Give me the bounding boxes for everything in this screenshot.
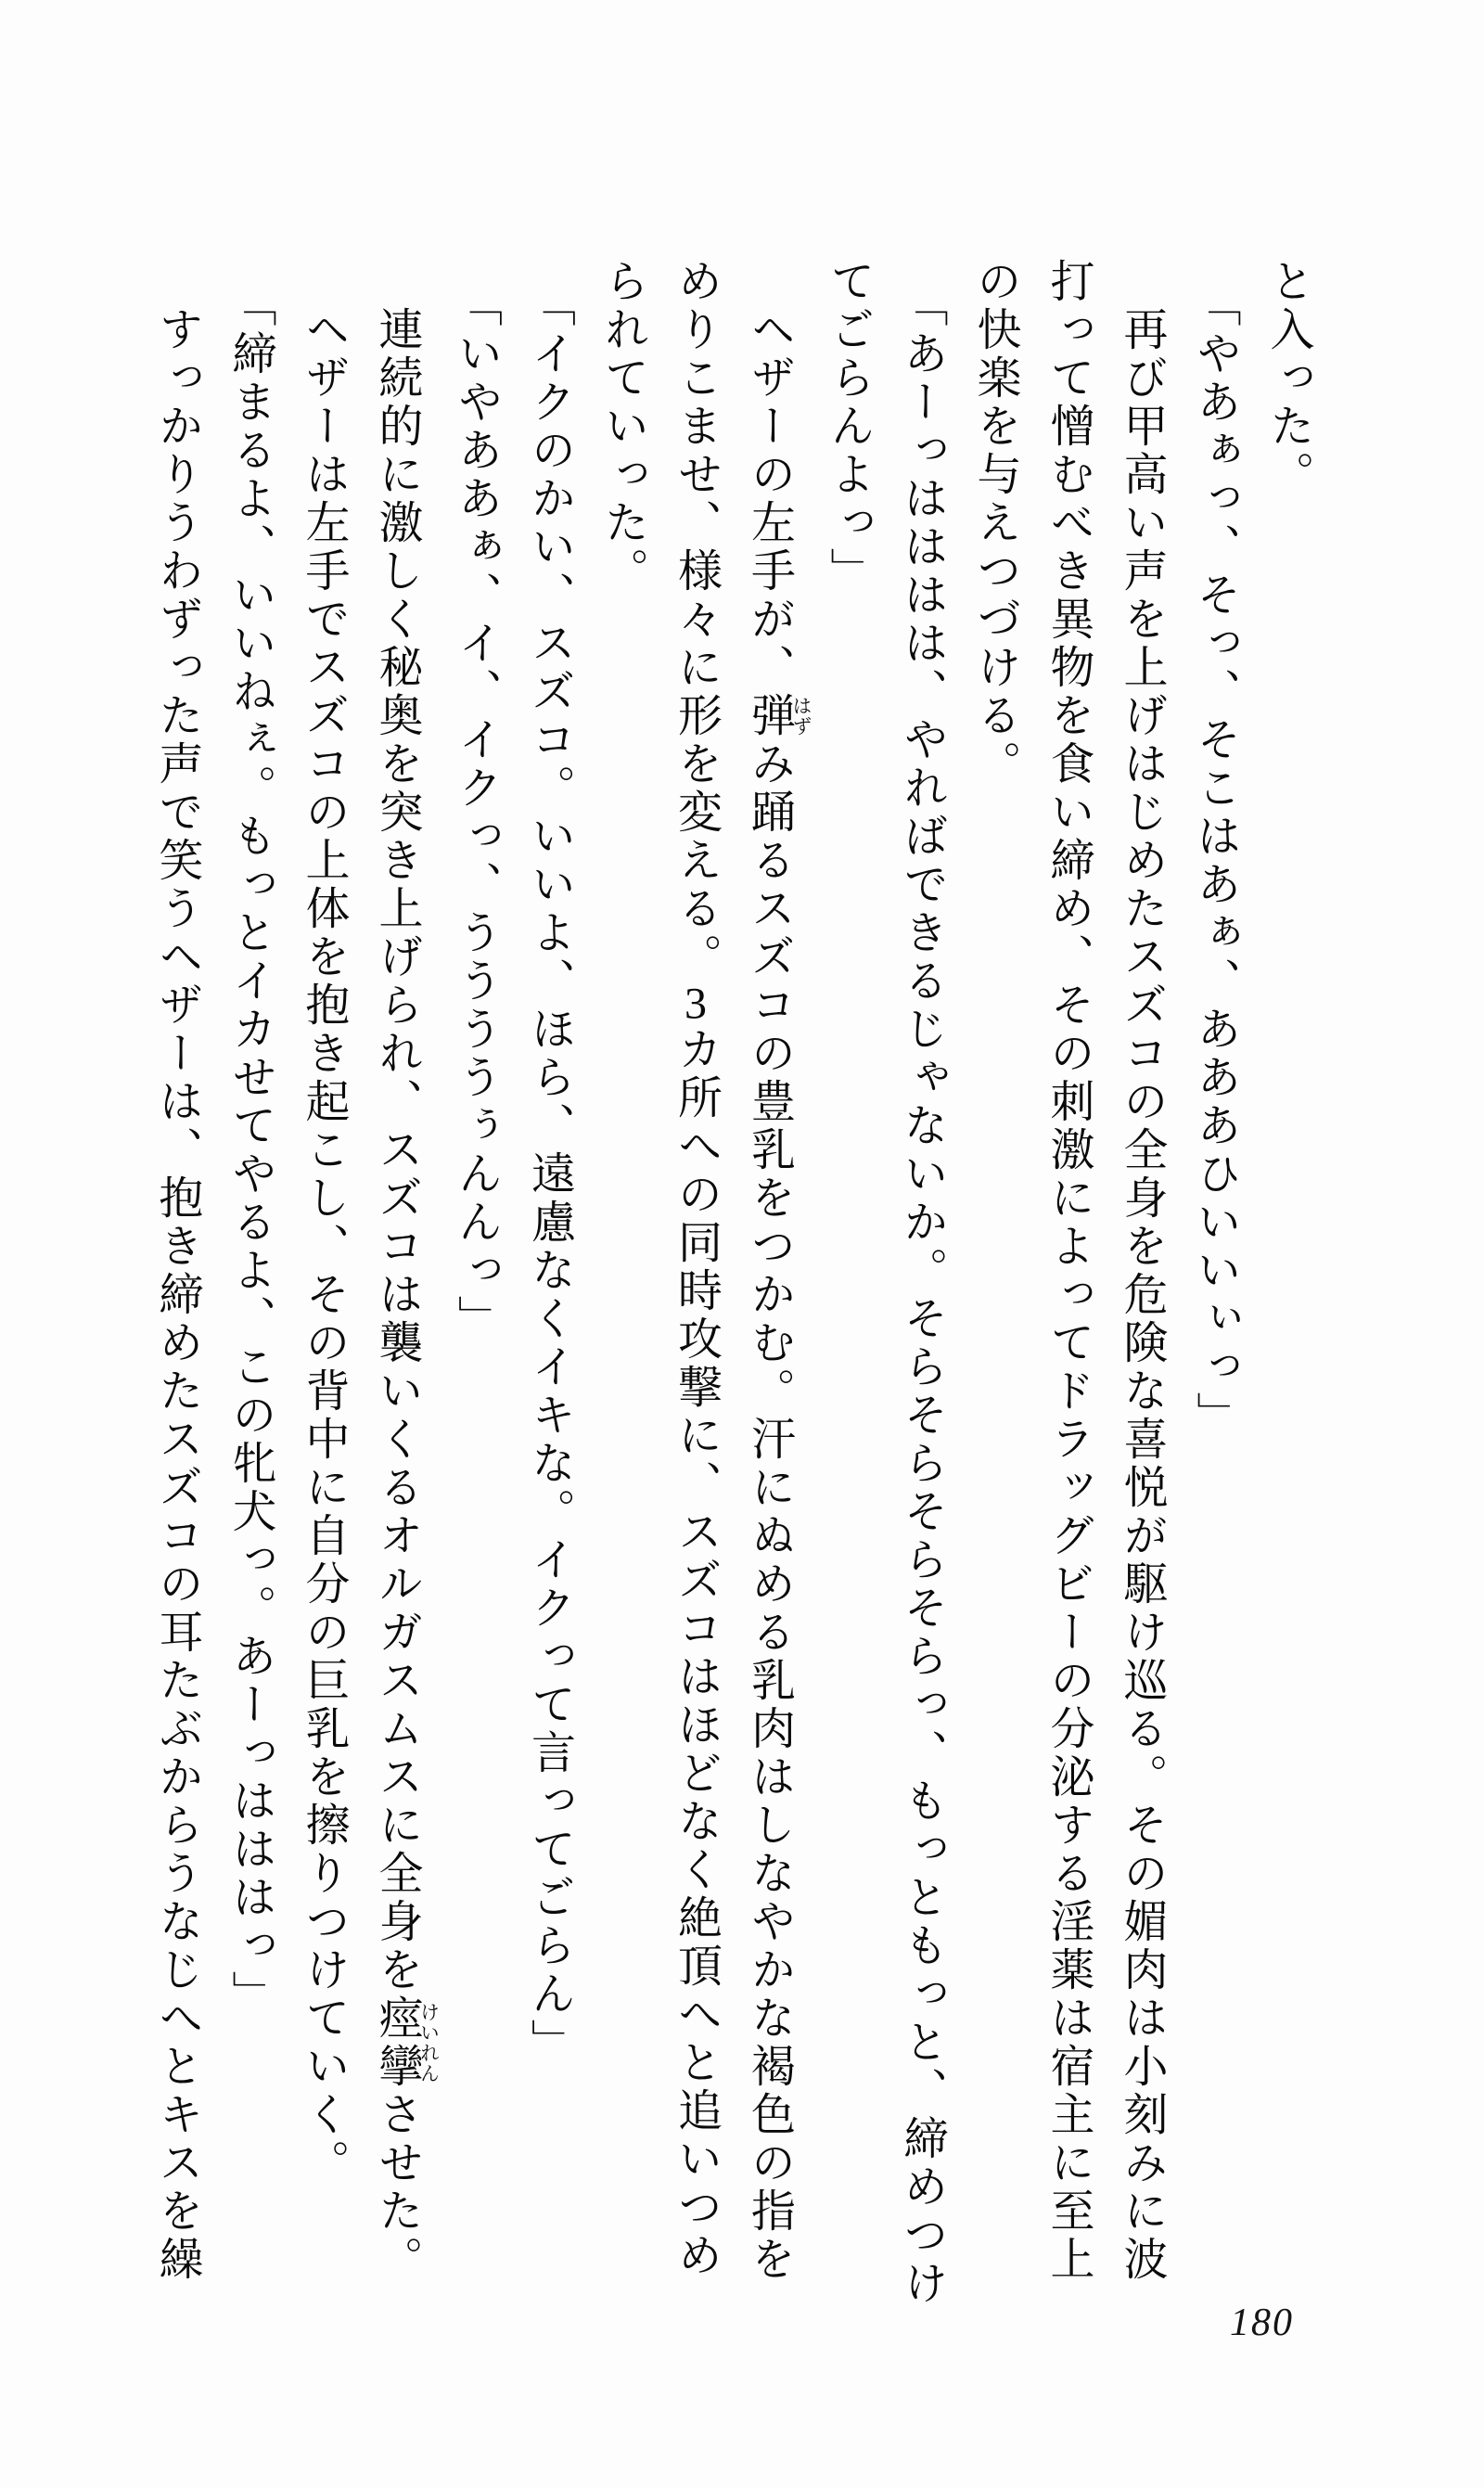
page-number: 180: [1230, 2302, 1294, 2344]
text-column: すっかりうわずった声で笑うヘザーは、抱き締めたスズコの耳たぶからうなじへとキスを繰: [152, 306, 201, 2284]
text-column: 「締まるよ、いいねぇ。もっとイカせてやるよ、この牝犬っ。あーっはははっ」: [225, 282, 275, 2019]
text-column: の快楽を与えつづける。: [970, 258, 1019, 789]
ruby-annotated-word: 弾はず: [744, 692, 812, 740]
ruby-annotated-word: 痙攣けいれん: [372, 1994, 441, 2091]
text-column: ヘザーは左手でスズコの上体を抱き起こし、その背中に自分の巨乳を擦りつけていく。: [299, 306, 348, 2187]
text-column: 「やあぁっ、そっ、そこはあぁ、あああひいいぃっ」: [1190, 282, 1239, 1440]
text-column: 再び甲高い声を上げはじめたスズコの全身を危険な喜悦が駆け巡る。その媚肉は小刻みに波: [1117, 306, 1166, 2284]
text-column: 連続的に激しく秘奥を突き上げられ、スズコは襲いくるオルガスムスに全身を痙攣けいれんさせた。: [372, 306, 441, 2284]
text-column: ヘザーの左手が、弾はずみ踊るスズコの豊乳をつかむ。汗にぬめる乳肉はしなやかな褐色の指を: [744, 306, 812, 2284]
text-column: 打って憎むべき異物を食い締め、その刺激によってドラッグビーの分泌する淫薬は宿主に至上: [1043, 258, 1093, 2284]
text-column: てごらんよっ」: [824, 258, 873, 596]
text-column: 「いやああぁ、イ、イクっ、ううううぅんんっ」: [451, 282, 501, 1343]
body-text: [140, 258, 1324, 2313]
text-column: めりこませ、様々に形を変える。3カ所への同時攻撃に、スズコはほどなく絶頂へと追いつめ: [671, 258, 721, 2280]
text-column: られていった。: [597, 258, 647, 596]
upright-digit: 3: [684, 981, 707, 1026]
text-column: と入った。: [1263, 258, 1312, 499]
text-column: 「イクのかい、スズコ。いいよ、ほら、遠慮なくイキな。イクって言ってごらん」: [524, 282, 574, 2067]
text-column: 「あーっはははは、やればできるじゃないか。そらそらそらそらっ、もっともっと、締めつけ: [897, 282, 946, 2308]
